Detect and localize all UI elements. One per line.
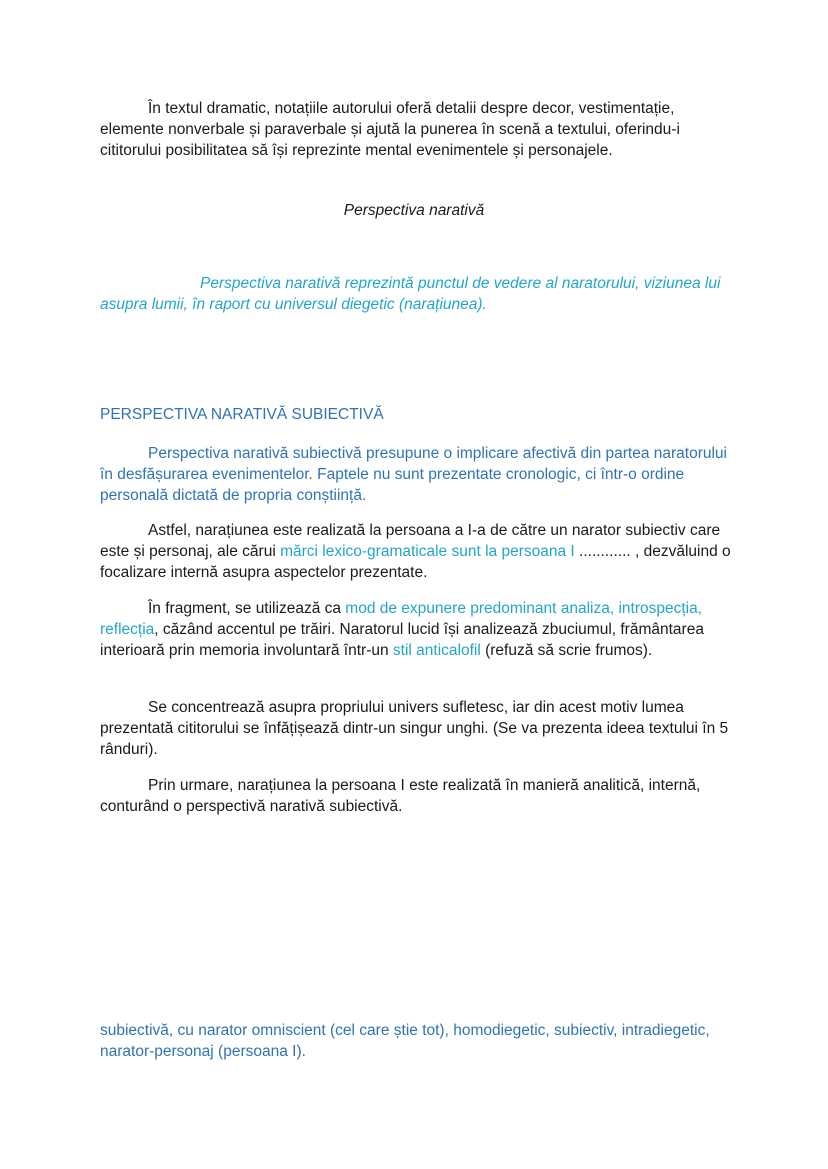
p4-text-b: , căzând accentul pe trăiri. Naratorul lucid își analizează zbuciumul, frământarea interioară prin memoria involuntară într-un (100, 621, 704, 659)
definition-paragraph: Perspectiva narativă reprezintă punctul de vedere al naratorului, viziunea lui asupra lumii, în raport cu universul diegetic (narațiunea). (100, 275, 721, 313)
section-heading: PERSPECTIVA NARATIVĂ SUBIECTIVĂ (100, 406, 384, 423)
p3-text-b: ............ , dezvăluind o focalizare internă asupra aspectelor prezentate. (100, 543, 731, 581)
first-person-paragraph (100, 520, 740, 583)
section-subtitle: Perspectiva narativă (343, 202, 485, 219)
p3-highlight: mărci lexico-gramaticale sunt la persoana I (280, 543, 575, 560)
subjective-paragraph: Perspectiva narativă subiectivă presupune o implicare afectivă din partea naratorului în desfășurarea evenimentelor. Faptele nu sunt prezentate cronologic, ci într-o ordine personală dictată de propria conștiință. (100, 445, 727, 504)
expression-mode-paragraph (100, 598, 740, 661)
p4-highlight-1: mod de expunere predominant analiza, introspecția, reflecția (100, 600, 703, 638)
intro-paragraph: În textul dramatic, notațiile autorului oferă detalii despre decor, vestimentație, elemente nonverbale și paraverbale și ajută la punerea în scenă a textului, oferindu-i cititorului posibilitatea să își reprezinte mental evenimentele și personajele. (100, 100, 680, 159)
conclusion-paragraph: Prin urmare, narațiunea la persoana I este realizată în manieră analitică, internă, conturând o perspectivă narativă subiectivă. (100, 777, 701, 815)
footer-note: subiectivă, cu narator omniscient (cel care știe tot), homodiegetic, subiectiv, intradiegetic, narator-personaj (persoana I). (100, 1022, 710, 1060)
p4-text-c: (refuză să scrie frumos). (480, 642, 653, 659)
inner-universe-paragraph: Se concentrează asupra propriului univers sufletesc, iar din acest motiv lumea prezentată cititorului se înfățișează dintr-un singur unghi. (Se va prezenta ideea textului în 5 rânduri). (100, 699, 729, 758)
p4-highlight-2: stil anticalofil (392, 642, 481, 659)
p4-text-a: În fragment, se utilizează ca (148, 600, 346, 617)
p3-text-a: Astfel, narațiunea este realizată la persoana a I-a de către un narator subiectiv care este și personaj, ale cărui (100, 522, 721, 560)
